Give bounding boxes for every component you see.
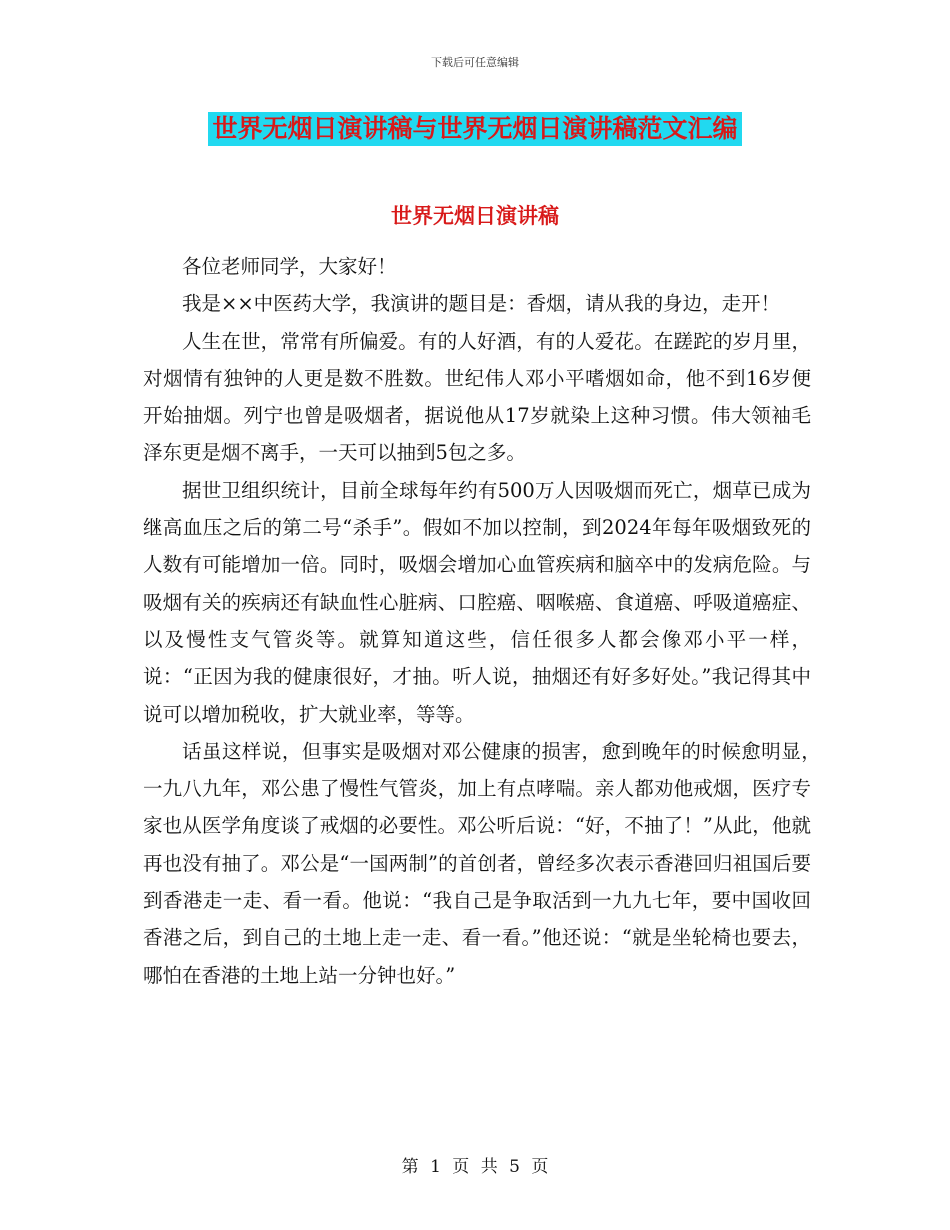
page-number: 第 1 页 共 5 页 (401, 1157, 549, 1177)
paragraph: 话虽这样说，但事实是吸烟对邓公健康的损害，愈到晚年的时候愈明显， 一九八九年，邓公患了慢性气管炎，加上有点哮喘。亲人都劝他戒烟，医疗专家也从医学角度谈了戒烟的必要性。邓公听后说：“好，不抽了！”从此，他就再也没有抽了。邓公是“一国两制”的首创者，曾经多次表示香港回归祖国后要到香港走一走、看一看。他说：“我自己是争取活到一九九七年，要中国收回香港之后，到自己的土地上走一走、看一看。”他还说：“就是坐轮椅也要去，哪怕在香港的土地上站一分钟也好。” (143, 739, 831, 987)
paragraph: 各位老师同学，大家好！ (182, 255, 397, 278)
document-body (143, 248, 831, 994)
paragraph: 据世卫组织统计，目前全球每年约有500万人因吸烟而死亡，烟草已成为继高血压之后的第二号“杀手”。假如不加以控制，到2024年每年吸烟致死的人数有可能增加一倍。同时，吸烟会增加心血管疾病和脑卒中的发病危险。与吸烟有关的疾病还有缺血性心脏病、口腔癌、咽喉癌、食道癌、呼吸道癌症、以及慢性支气管炎等。就算知道这些，信任很多人都会像邓小平一样，说：“正因为我的健康很好，才抽。听人说，抽烟还有好多好处。”我记得其中说可以增加税收，扩大就业率，等等。 (143, 478, 811, 726)
page-header-note: 下载后可任意编辑 (431, 56, 519, 69)
paragraph: 我是××中医药大学，我演讲的题目是：香烟，请从我的身边，走开！ (182, 292, 781, 316)
section-title: 世界无烟日演讲稿 (391, 203, 559, 228)
document-title (0, 112, 950, 146)
document-title-text: 世界无烟日演讲稿与世界无烟日演讲稿范文汇编 (208, 112, 741, 146)
paragraph: 人生在世，常常有所偏爱。有的人好酒，有的人爱花。在蹉跎的岁月里，对烟情有独钟的人更是数不胜数。世纪伟人邓小平嗜烟如命，他不到16岁便开始抽烟。列宁也曾是吸烟者，据说他从17岁就染上这种习惯。伟大领袖毛泽东更是烟不离手，一天可以抽到5包之多。 (143, 329, 811, 465)
